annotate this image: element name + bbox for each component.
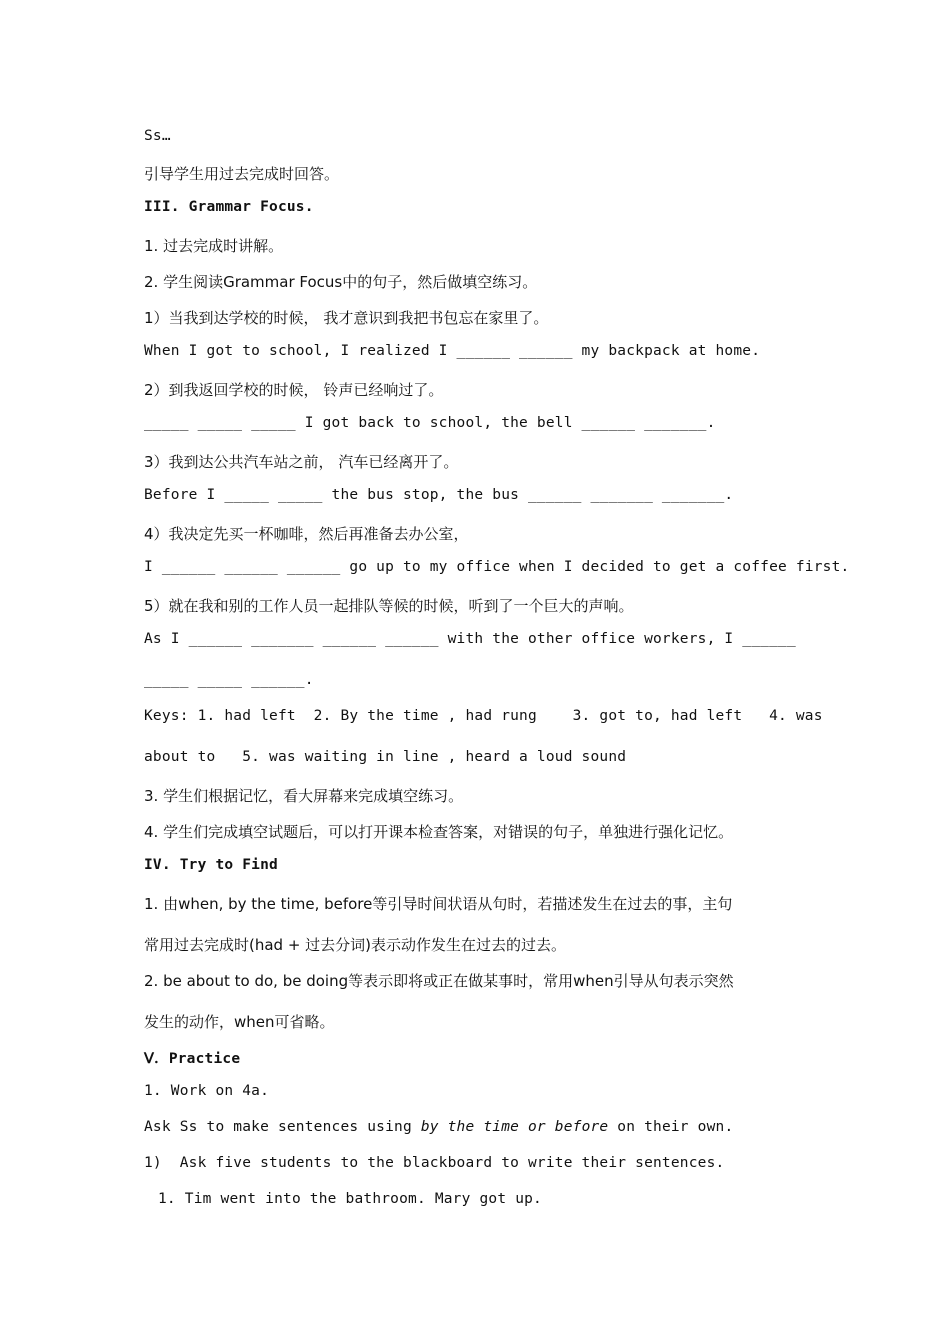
text-line: Ss… (144, 128, 171, 144)
text-line: 4）我决定先买一杯咖啡，然后再准备去办公室， (144, 525, 469, 543)
text-line: 4. 学生们完成填空试题后，可以打开课本检查答案，对错误的句子，单独进行强化记忆。 (144, 823, 734, 841)
exercise-line: As I ______ _______ ______ ______ with the other office workers, I ______ (144, 631, 796, 647)
exercise-line: When I got to school, I realized I ______ ______ my backpack at home. (144, 343, 761, 359)
section-heading: Ⅴ．Practice (144, 1051, 241, 1067)
exercise-line: Before I _____ _____ the bus stop, the bus ______ _______ _______. (144, 487, 734, 503)
text-line: 1. 由when, by the time, before等引导时间状语从句时，若描述发生在过去的事，主句 (144, 895, 733, 913)
exercise-line: _____ _____ _____ I got back to school, the bell ______ _______. (144, 415, 716, 431)
text-line: 2. 学生阅读Grammar Focus中的句子，然后做填空练习。 (144, 273, 538, 291)
answer-keys: Keys: 1. had left 2. By the time , had rung 3. got to, had left 4. was (144, 708, 823, 724)
italic-phrase: by the time or before (420, 1119, 609, 1135)
exercise-line: _____ _____ ______. (144, 672, 314, 688)
text-line: 引导学生用过去完成时回答。 (144, 165, 340, 183)
text-line: 5）就在我和别的工作人员一起排队等候的时候，听到了一个巨大的声响。 (144, 597, 634, 615)
text-segment: Ask Ss to make sentences using (144, 1119, 421, 1135)
text-line: 3）我到达公共汽车站之前， 汽车已经离开了。 (144, 453, 459, 471)
text-line: 2. be about to do, be doing等表示即将或正在做某事时，常用when引导从句表示突然 (144, 972, 734, 990)
text-line: 1. 过去完成时讲解。 (144, 237, 284, 255)
text-line: 1. Work on 4a. (144, 1083, 270, 1099)
text-line: 1) Ask five students to the blackboard to write their sentences. (144, 1155, 725, 1171)
exercise-line: I ______ ______ ______ go up to my office when I decided to get a coffee first. (144, 559, 850, 575)
text-line: 常用过去完成时(had + 过去分词)表示动作发生在过去的过去。 (144, 936, 567, 954)
text-line: 3. 学生们根据记忆，看大屏幕来完成填空练习。 (144, 787, 464, 805)
text-line: 2）到我返回学校的时候， 铃声已经响过了。 (144, 381, 444, 399)
text-line (144, 1119, 733, 1135)
text-line: 1）当我到达学校的时候， 我才意识到我把书包忘在家里了。 (144, 309, 549, 327)
answer-keys: about to 5. was waiting in line , heard a loud sound (144, 749, 627, 765)
text-line: 发生的动作，when可省略。 (144, 1013, 335, 1031)
section-heading: III. Grammar Focus. (144, 199, 314, 215)
text-segment: on their own. (608, 1119, 734, 1135)
section-heading: IV. Try to Find (144, 857, 278, 873)
text-line: 1. Tim went into the bathroom. Mary got up. (158, 1191, 542, 1207)
